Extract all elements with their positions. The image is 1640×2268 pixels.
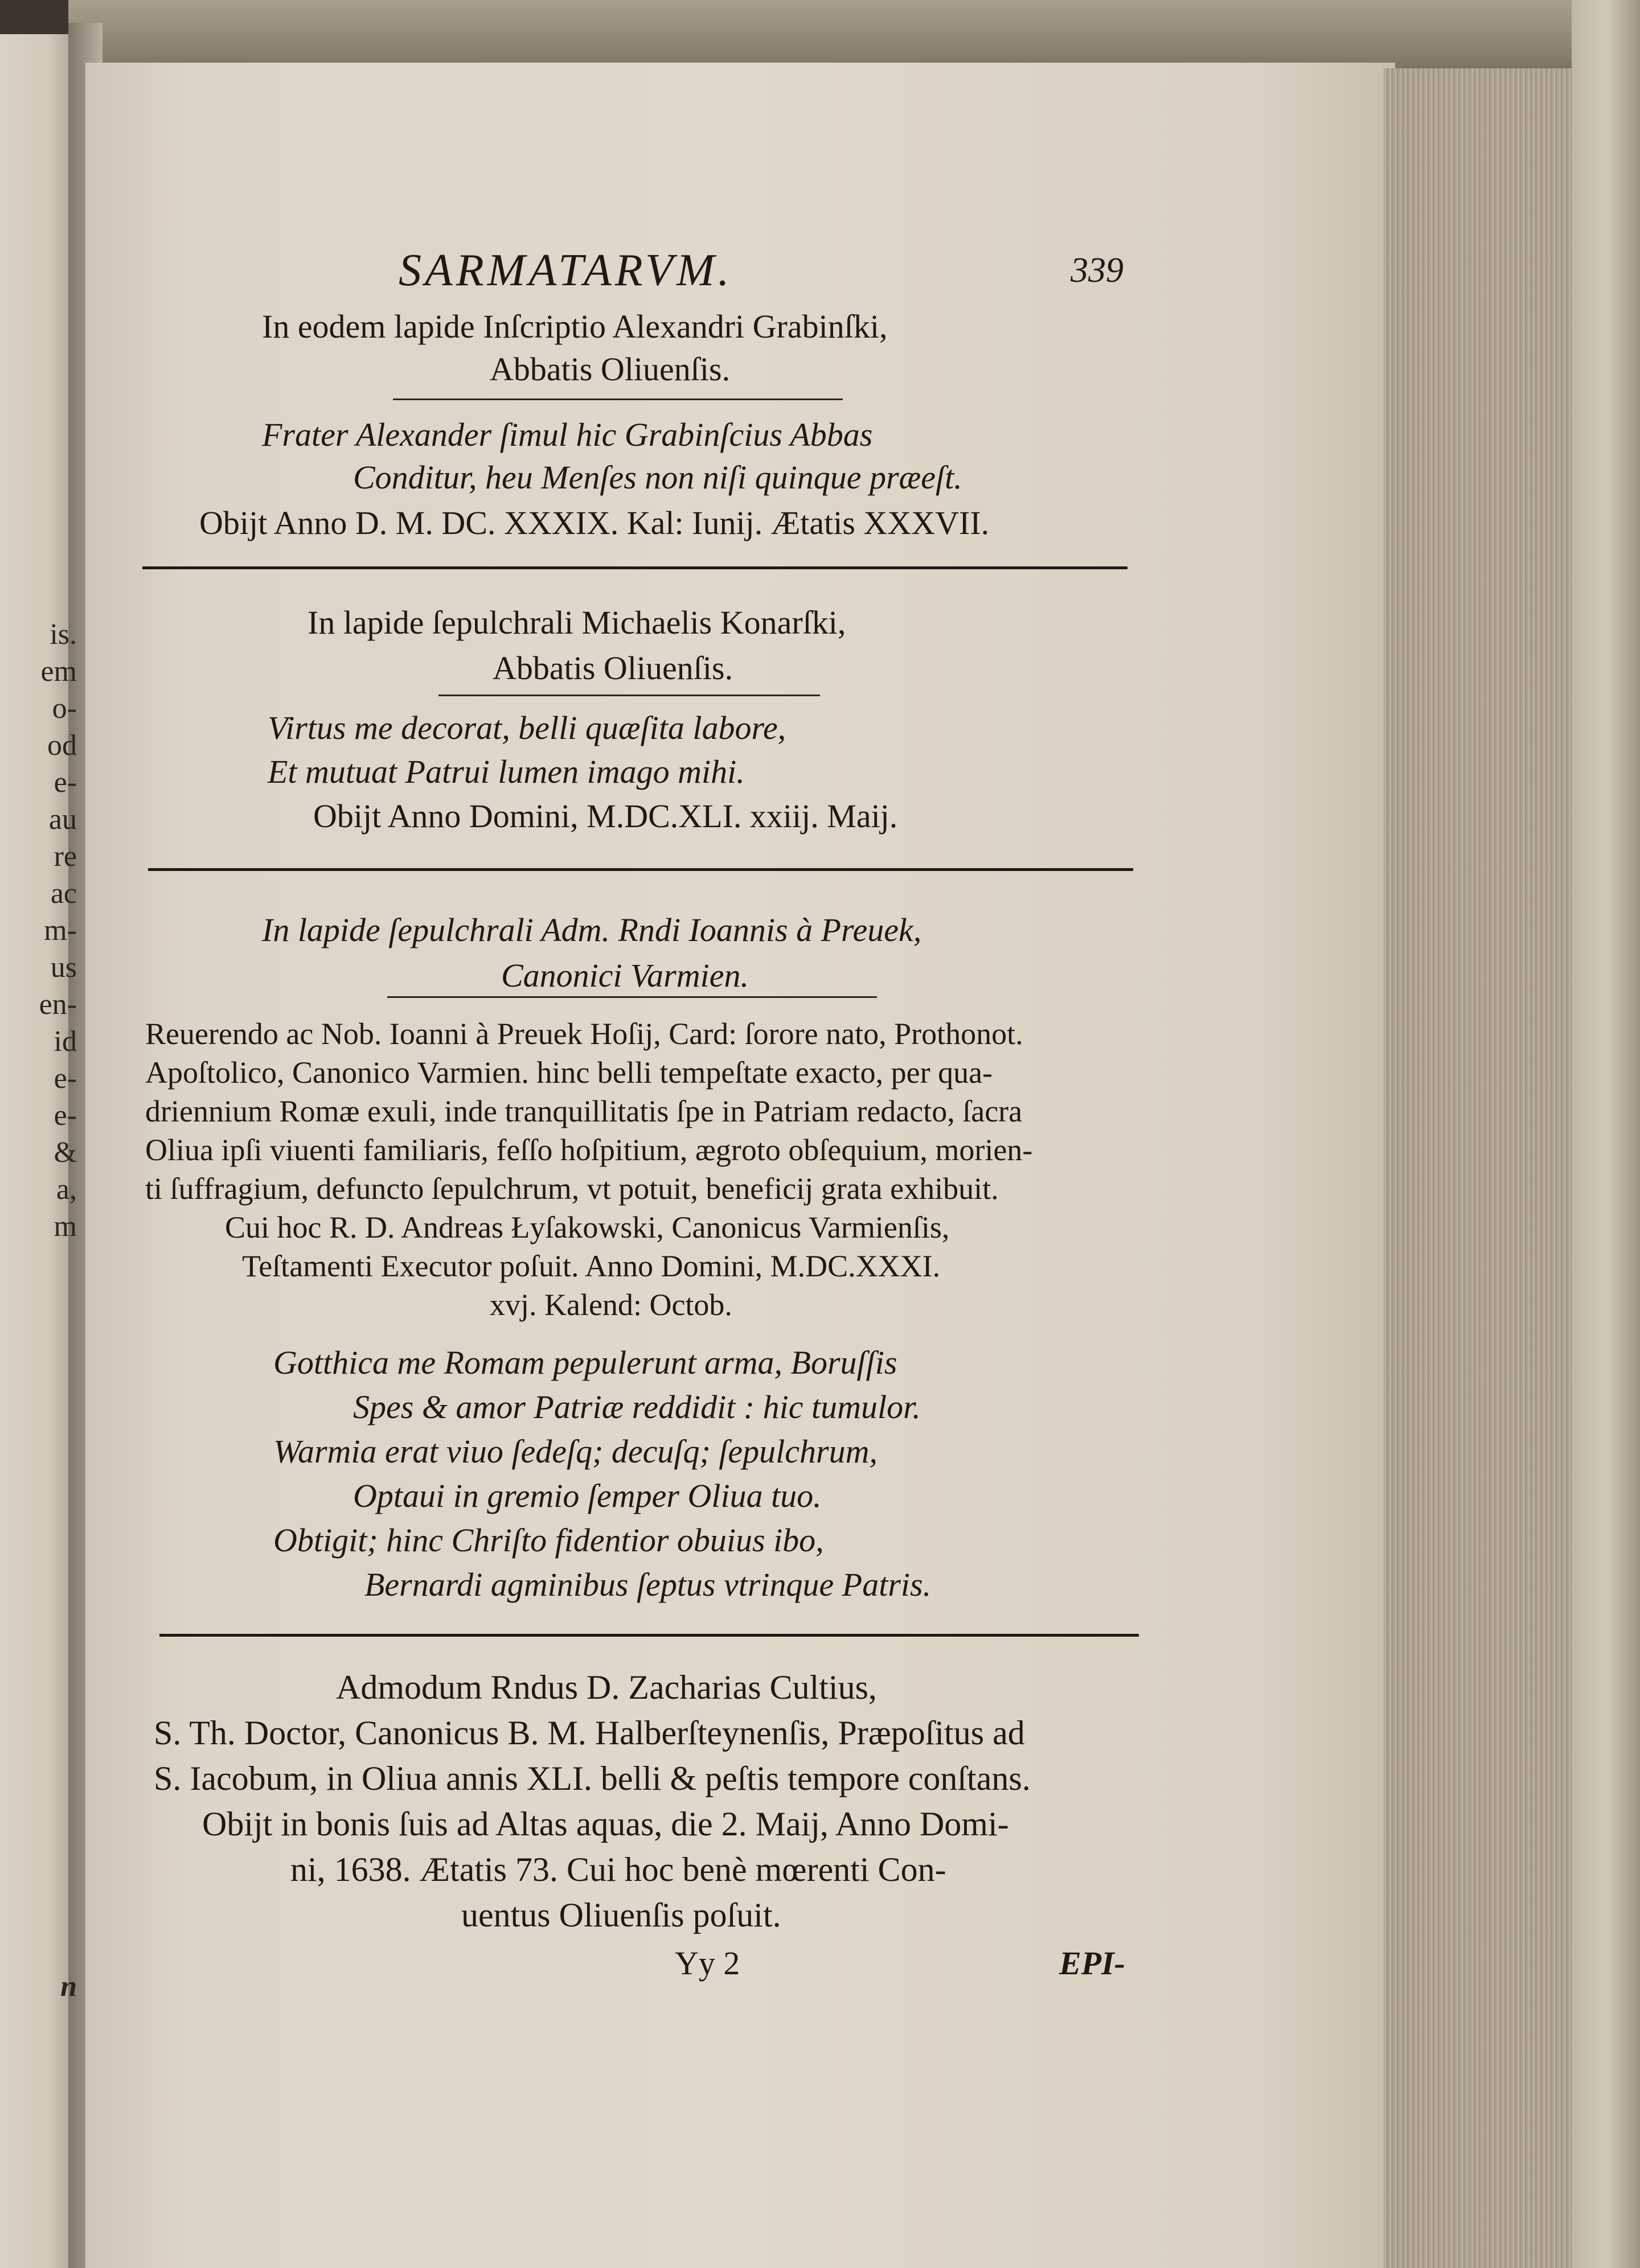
left-fragment: e- xyxy=(54,766,77,799)
section4-line: Admodum Rndus D. Zacharias Cultius, xyxy=(336,1669,877,1706)
section4-line: uentus Oliuenſis poſuit. xyxy=(461,1896,781,1934)
section3-verse: Warmia erat viuo ſedeſq; decuſq; ſepulchrum, xyxy=(273,1433,878,1470)
section1-heading: In eodem lapide Inſcriptio Alexandri Grabinſki, xyxy=(262,308,888,345)
section3-verse: Gotthica me Romam pepulerunt arma, Boruſſis xyxy=(273,1344,897,1381)
section2-verse: Virtus me decorat, belli quæſita labore, xyxy=(268,709,786,746)
section3-prose-line: Reuerendo ac Nob. Ioanni à Preuek Hoſij, Card: ſorore nato, Prothonot. xyxy=(145,1017,1023,1051)
left-fragment: au xyxy=(48,803,77,836)
book-cover-edge xyxy=(1572,0,1640,2268)
left-fragment: en- xyxy=(39,988,77,1021)
heading-rule xyxy=(438,695,820,696)
section3-verse: Obtigit; hinc Chriſto fidentior obuius ibo, xyxy=(273,1522,824,1559)
left-fragment: re xyxy=(54,840,77,873)
left-fragment: o- xyxy=(52,692,77,725)
section3-heading: Canonici Varmien. xyxy=(501,957,749,994)
left-fragment: m- xyxy=(44,914,77,947)
section2-heading: In lapide ſepulchrali Michaelis Konarſki, xyxy=(308,604,846,641)
section3-verse: Bernardi agminibus ſeptus vtrinque Patris. xyxy=(364,1566,932,1603)
left-fragment: od xyxy=(47,729,77,762)
page-stack-edge xyxy=(1384,68,1572,2268)
section2-verse: Et mutuat Patrui lumen imago mihi. xyxy=(268,753,745,790)
left-fragment: m xyxy=(54,1210,77,1243)
section-divider xyxy=(148,868,1133,871)
section3-verse: Optaui in gremio ſemper Oliua tuo. xyxy=(353,1477,822,1514)
section4-line: ni, 1638. Ætatis 73. Cui hoc benè mœrenti Con- xyxy=(290,1851,946,1888)
section3-dedication-line: Teſtamenti Executor poſuit. Anno Domini, M.DC.XXXI. xyxy=(242,1249,941,1283)
section3-heading: In lapide ſepulchrali Adm. Rndi Ioannis à Preuek, xyxy=(262,911,922,948)
page-number: 339 xyxy=(1071,251,1124,290)
section3-prose-line: driennium Romæ exuli, inde tranquillitatis ſpe in Patriam redacto, ſacra xyxy=(145,1094,1023,1128)
section1-verse: Frater Alexander ſimul hic Grabinſcius Abbas xyxy=(262,416,873,453)
section4-line: S. Iacobum, in Oliua annis XLI. belli & peſtis tempore conſtans. xyxy=(154,1760,1031,1797)
section1-obit: Obijt Anno D. M. DC. XXXIX. Kal: Iunij. Ætatis XXXVII. xyxy=(199,504,990,541)
section3-prose-line: ti ſuffragium, defuncto ſepulchrum, vt potuit, beneficij grata exhibuit. xyxy=(145,1172,999,1206)
section4-line: S. Th. Doctor, Canonicus B. M. Halberſteynenſis, Præpoſitus ad xyxy=(154,1714,1025,1752)
heading-rule xyxy=(393,398,843,400)
left-fragment: e- xyxy=(54,1099,77,1132)
section3-prose-line: Oliua ipſi viuenti familiaris, feſſo hoſpitium, ægroto obſequium, morien- xyxy=(145,1133,1033,1167)
left-fragment: a, xyxy=(56,1173,77,1206)
section-divider xyxy=(159,1634,1139,1637)
running-head: SARMATARVM. xyxy=(399,245,733,295)
signature-mark: Yy 2 xyxy=(675,1945,740,1982)
section3-dedication-line: Cui hoc R. D. Andreas Łyſakowski, Canonicus Varmienſis, xyxy=(225,1210,950,1244)
section3-dedication-line: xvj. Kalend: Octob. xyxy=(490,1288,732,1322)
left-fragment: e- xyxy=(54,1062,77,1095)
catchword: EPI- xyxy=(1059,1945,1125,1982)
left-fragment: em xyxy=(40,655,77,688)
section1-heading: Abbatis Oliuenſis. xyxy=(490,351,731,388)
section1-verse: Conditur, heu Menſes non niſi quinque præeſt. xyxy=(353,459,962,496)
section2-heading: Abbatis Oliuenſis. xyxy=(493,650,733,687)
section3-prose-line: Apoſtolico, Canonico Varmien. hinc belli tempeſtate exacto, per qua- xyxy=(145,1055,993,1090)
left-fragment: n xyxy=(60,1970,77,2003)
section3-verse: Spes & amor Patriæ reddidit : hic tumulor. xyxy=(353,1388,921,1425)
heading-rule xyxy=(387,996,877,998)
section4-line: Obijt in bonis ſuis ad Altas aquas, die 2. Maij, Anno Domi- xyxy=(202,1805,1009,1843)
left-fragment: us xyxy=(50,951,77,984)
left-fragment: ac xyxy=(50,877,77,910)
left-fragment: id xyxy=(54,1025,77,1058)
left-fragment: is. xyxy=(50,618,77,651)
section2-obit: Obijt Anno Domini, M.DC.XLI. xxiij. Maij. xyxy=(313,798,898,835)
left-fragment: & xyxy=(54,1136,77,1169)
section-divider xyxy=(142,566,1128,569)
